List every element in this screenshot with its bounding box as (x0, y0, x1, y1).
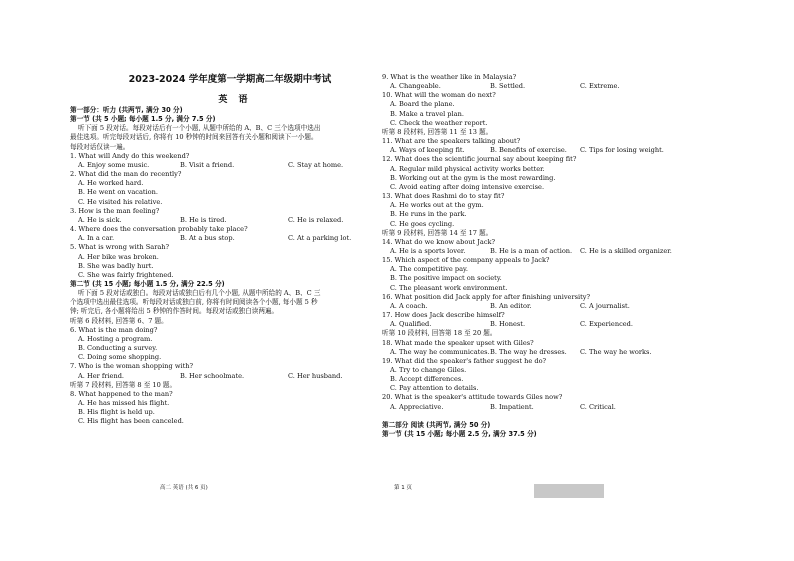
question-line: B. Working out at the gym is the most rewarding. (390, 173, 556, 182)
question-line: B. The positive impact on society. (390, 274, 502, 283)
question-line (382, 412, 664, 421)
question-line: B. Conducting a survey. (78, 344, 158, 353)
answer-option: A. Her friend. (78, 371, 125, 380)
column-spacer (70, 70, 380, 106)
question-line: 6. What is the man doing? (70, 325, 158, 334)
answer-option: A. A coach. (390, 301, 428, 310)
question-line: C. Avoid eating after doing intensive exercise. (390, 182, 545, 191)
answer-option: C. He is relaxed. (288, 215, 344, 224)
question-line: C. His flight has been canceled. (78, 417, 184, 426)
option-row (70, 216, 380, 225)
question-line: 10. What will the woman do next? (382, 91, 496, 100)
option-row (382, 320, 664, 329)
question-line: 12. What does the scientific journal say about keeping fit? (382, 155, 577, 164)
answer-option: A. He is sick. (78, 215, 122, 224)
question-line: C. Pay attention to details. (390, 384, 479, 393)
answer-option: B. Settled. (490, 82, 526, 91)
answer-option: B. An editor. (490, 301, 532, 310)
question-line: B. She was badly hurt. (78, 261, 154, 270)
option-row (382, 403, 664, 412)
question-line: 20. What is the speaker's attitude towards Giles now? (382, 393, 563, 402)
question-line: 2. What did the man do recently? (70, 170, 182, 179)
question-line: A. Her bike was broken. (78, 252, 159, 261)
option-row (70, 234, 380, 243)
option-row (382, 82, 664, 91)
answer-option: B. He is tired. (180, 215, 227, 224)
section-heading: 第二部分 阅读 (共两节, 满分 50 分) (382, 420, 491, 429)
question-line: A. He has missed his flight. (78, 399, 170, 407)
question-line: 7. Who is the woman shopping with? (70, 362, 193, 371)
question-line: A. He worked hard. (78, 179, 144, 188)
answer-option: A. The way he communicates. (390, 347, 490, 356)
answer-option: C. Tips for losing weight. (580, 146, 664, 155)
answer-option: C. The way he works. (580, 347, 652, 356)
question-line: A. Try to change Giles. (390, 366, 467, 374)
answer-option: B. He is a man of action. (490, 246, 573, 255)
answer-option: C. Critical. (580, 402, 616, 411)
answer-option: A. Enjoy some music. (78, 160, 150, 169)
question-line: 16. What position did Jack apply for after finishing university? (382, 292, 591, 301)
question-line: 19. What did the speaker's father suggest he do? (382, 356, 547, 365)
footer-page-number: 第 1 页 (394, 485, 412, 491)
section-heading: 第一节 (共 15 小题; 每小题 2.5 分, 满分 37.5 分) (382, 429, 537, 438)
option-row (382, 246, 672, 256)
question-line: A. He works out at the gym. (390, 201, 484, 210)
answer-option: B. The way he dresses. (490, 347, 567, 356)
answer-option: C. Experienced. (580, 320, 633, 329)
question-line: 听第 9 段材料, 回答第 14 至 17 题。 (382, 228, 493, 237)
redaction-box (534, 484, 604, 498)
answer-option: C. At a parking lot. (288, 234, 352, 243)
question-line: 最佳选项。听完每段对话后, 你将有 10 秒钟的时间来回答有关小题和阅读下一小题。 (70, 133, 318, 142)
answer-option: B. Honest. (490, 320, 526, 329)
answer-option: A. Qualified. (390, 320, 432, 329)
question-line: A. The competitive pay. (390, 265, 468, 274)
question-line: 8. What happened to the man? (70, 389, 173, 398)
question-line: 15. Which aspect of the company appeals to Jack? (382, 256, 550, 265)
question-line: 听第 8 段材料, 回答第 11 至 13 题。 (382, 127, 493, 136)
question-line: 听下面 5 段对话。每段对话后有一个小题, 从题中所给的 A、B、C 三个选项中选出 (78, 124, 321, 133)
answer-option: C. Her husband. (288, 371, 343, 380)
question-line: 个选项中选出最佳选项。听每段对话或独白前, 你将有时间阅读各个小题, 每小题 5 秒 (70, 298, 318, 307)
answer-option: A. In a car. (78, 234, 115, 243)
question-line: 听第 6 段材料, 回答第 6、7 题。 (70, 316, 168, 325)
answer-option: A. Ways of keeping fit. (390, 146, 465, 155)
answer-option: C. A journalist. (580, 301, 630, 310)
question-line: 听下面 5 段对话或独白。每段对话或独白后有几个小题, 从题中所给的 A、B、C 三 (78, 289, 321, 298)
question-line: 钟; 听完后, 各小题将给出 5 秒钟的作答时间。每段对话或独白读两遍。 (70, 307, 279, 316)
question-line: 9. What is the weather like in Malaysia? (382, 73, 517, 81)
question-line: B. He went on vacation. (78, 188, 158, 197)
answer-option: B. At a bus stop. (180, 234, 235, 243)
question-line: 听第 7 段材料, 回答第 8 至 10 题。 (70, 380, 177, 389)
option-row (382, 348, 664, 357)
question-line: B. He runs in the park. (390, 210, 467, 219)
question-line: B. Accept differences. (390, 375, 464, 384)
question-line: 13. What does Rashmi do to stay fit? (382, 192, 505, 201)
question-line: A. Regular mild physical activity works better. (390, 164, 545, 173)
answer-option: A. Changeable. (390, 82, 441, 91)
answer-option: A. He is a sports lover. (390, 246, 466, 255)
exam-title: 2023-2024 学年度第一学期高二年级期中考试 (128, 74, 332, 85)
question-line: 每段对话仅读一遍。 (70, 142, 130, 151)
question-line: B. Make a travel plan. (390, 109, 464, 118)
question-line: 5. What is wrong with Sarah? (70, 243, 170, 252)
question-line: C. He visited his relative. (78, 197, 163, 206)
answer-option: B. Visit a friend. (180, 160, 235, 169)
question-line: A. Hosting a program. (78, 334, 153, 343)
section-heading: 第一部分：听力 (共两节, 满分 30 分) (70, 106, 183, 114)
question-line: 3. How is the man feeling? (70, 206, 160, 215)
answer-option: A. Appreciative. (390, 402, 444, 411)
footer-left: 高二 英语 (共 6 页) (160, 485, 208, 491)
option-row (382, 146, 664, 155)
subject-heading: 英 语 (218, 95, 252, 105)
question-line: C. He goes cycling. (390, 219, 455, 228)
question-line: A. Board the plane. (390, 100, 455, 109)
question-line: 11. What are the speakers talking about? (382, 137, 521, 146)
option-row (70, 372, 380, 381)
answer-option: B. Benefits of exercise. (490, 146, 567, 155)
option-row (70, 161, 380, 170)
section-heading: 第二节 (共 15 小题; 每小题 1.5 分, 满分 22.5 分) (70, 279, 225, 288)
answer-option: C. Stay at home. (288, 160, 344, 169)
question-line: C. She was fairly frightened. (78, 270, 174, 279)
answer-option: C. He is a skilled organizer. (580, 246, 672, 255)
question-line: C. Check the weather report. (390, 118, 488, 127)
question-line: C. The pleasant work environment. (390, 283, 508, 292)
question-line: 听第 10 段材料, 回答第 18 至 20 题。 (382, 329, 497, 338)
option-row (382, 302, 664, 311)
answer-option: B. Impatient. (490, 402, 534, 411)
question-line: 18. What made the speaker upset with Giles? (382, 338, 534, 347)
question-line: C. Doing some shopping. (78, 353, 162, 362)
question-line: B. His flight is held up. (78, 408, 155, 417)
answer-option: B. Her schoolmate. (180, 371, 245, 380)
right-column (382, 73, 672, 439)
question-line: 4. Where does the conversation probably take place? (70, 225, 248, 234)
question-line: 17. How does Jack describe himself? (382, 311, 505, 320)
left-column (70, 70, 380, 426)
section-heading: 第一节 (共 5 小题; 每小题 1.5 分, 满分 7.5 分) (70, 115, 216, 124)
answer-option: C. Extreme. (580, 82, 620, 91)
question-line: 14. What do we know about Jack? (382, 237, 496, 246)
question-line: 1. What will Andy do this weekend? (70, 151, 190, 160)
